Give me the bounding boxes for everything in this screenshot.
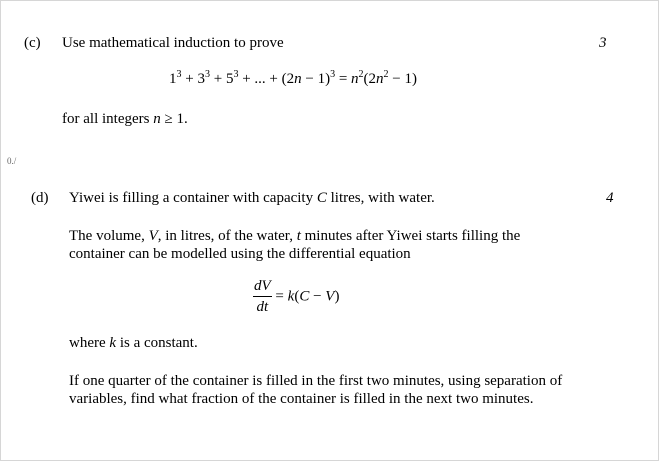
part-c-label: (c): [24, 35, 41, 51]
derivative-fraction: $\frac{dV}{dt}$: [254, 278, 271, 315]
part-c-instruction: Use mathematical induction to prove: [62, 35, 284, 51]
eq-ellipsis: + ... +: [238, 71, 282, 87]
part-d-question: If one quarter of the container is filled in the first two minutes, using separation of variables, find what fraction of the container is filled in the next two minutes.: [69, 373, 563, 407]
eq-equals: =: [335, 71, 352, 87]
eq-term1: $1^3$: [169, 69, 182, 87]
eq-rhs: $n^2(2n^2 - 1)$: [351, 69, 418, 87]
induction-equation: [169, 71, 417, 88]
part-c-condition: for all integers n ≥ 1.: [62, 111, 188, 127]
part-d-context: The volume, V, in litres, of the water, t minutes after Yiwei starts filling the container can be modelled using the differential equation: [69, 228, 521, 262]
differential-equation: $\frac{dV}{dt}$ = k(C − V): [254, 278, 340, 315]
part-d-label: (d): [31, 190, 49, 206]
part-d-intro: Yiwei is filling a container with capacity C litres, with water.: [69, 190, 435, 206]
eq-term2: $3^3$: [197, 69, 210, 87]
part-c-marks: 3: [599, 35, 607, 51]
eq-term3: $5^3$: [225, 69, 239, 87]
eq-plus: +: [209, 71, 226, 87]
part-d-where: where k is a constant.: [69, 335, 198, 351]
eq-plus: +: [181, 71, 198, 87]
margin-fragment: 0./: [7, 156, 17, 166]
eq-general-term: $(2n - 1)^3$: [281, 69, 336, 87]
part-d-marks: 4: [606, 190, 614, 206]
